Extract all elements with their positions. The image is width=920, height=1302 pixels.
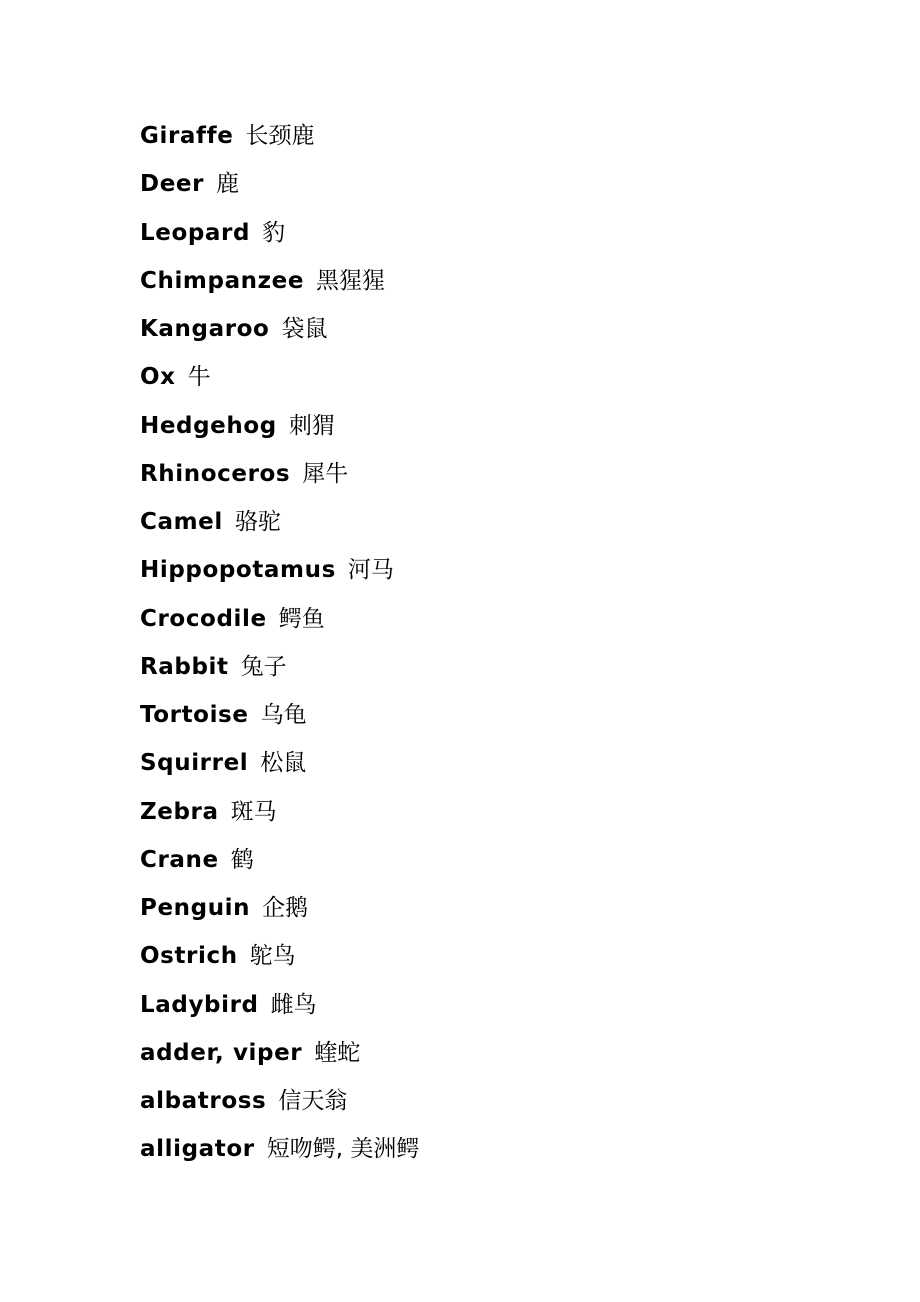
english-term: Ladybird <box>140 991 259 1018</box>
chinese-translation: 短吻鳄, 美洲鳄 <box>266 1136 420 1163</box>
list-item <box>140 402 419 450</box>
list-item <box>140 1029 419 1077</box>
english-term: albatross <box>140 1088 267 1114</box>
chinese-translation: 鹤 <box>230 846 254 873</box>
english-term: Leopard <box>140 219 251 246</box>
english-term: Penguin <box>140 895 251 921</box>
chinese-translation: 松鼠 <box>260 750 307 777</box>
english-term: Chimpanzee <box>140 267 305 294</box>
chinese-translation: 骆驼 <box>234 509 281 535</box>
english-term: Zebra <box>140 798 219 825</box>
chinese-translation: 信天翁 <box>278 1088 348 1114</box>
list-item <box>140 643 419 691</box>
chinese-translation: 河马 <box>347 557 394 584</box>
chinese-translation: 乌龟 <box>260 702 307 728</box>
chinese-translation: 鹿 <box>216 171 240 198</box>
chinese-translation: 黑猩猩 <box>316 267 386 294</box>
list-item <box>140 546 419 594</box>
english-term: Deer <box>140 171 205 198</box>
list-item <box>140 1077 419 1125</box>
vocabulary-list <box>140 112 419 1174</box>
english-term: Hippopotamus <box>140 557 336 584</box>
list-item <box>140 498 419 546</box>
list-item <box>140 788 419 836</box>
list-item <box>140 209 419 257</box>
english-term: Crocodile <box>140 605 267 632</box>
chinese-translation: 犀牛 <box>302 460 349 487</box>
chinese-translation: 兔子 <box>240 653 287 680</box>
list-item <box>140 160 419 208</box>
english-term: Hedgehog <box>140 412 277 439</box>
english-term: adder, viper <box>140 1039 303 1066</box>
chinese-translation: 企鹅 <box>262 895 309 921</box>
english-term: Rhinoceros <box>140 460 291 487</box>
chinese-translation: 豹 <box>262 219 286 246</box>
english-term: Crane <box>140 846 219 873</box>
english-term: Tortoise <box>140 702 249 728</box>
chinese-translation: 鳄鱼 <box>278 605 325 632</box>
list-item <box>140 981 419 1029</box>
chinese-translation: 刺猬 <box>288 412 335 439</box>
list-item <box>140 932 419 980</box>
english-term: Squirrel <box>140 750 249 777</box>
english-term: Kangaroo <box>140 316 270 342</box>
list-item <box>140 305 419 353</box>
chinese-translation: 雌鸟 <box>270 991 317 1018</box>
english-term: Rabbit <box>140 653 229 680</box>
list-item <box>140 739 419 787</box>
list-item <box>140 450 419 498</box>
list-item <box>140 1125 419 1173</box>
chinese-translation: 袋鼠 <box>281 316 328 342</box>
list-item <box>140 836 419 884</box>
list-item <box>140 884 419 932</box>
list-item <box>140 112 419 160</box>
english-term: Ox <box>140 364 176 391</box>
list-item <box>140 353 419 401</box>
chinese-translation: 鸵鸟 <box>249 943 296 970</box>
chinese-translation: 斑马 <box>230 798 277 825</box>
chinese-translation: 牛 <box>187 364 211 391</box>
english-term: alligator <box>140 1136 255 1163</box>
english-term: Camel <box>140 509 223 535</box>
english-term: Giraffe <box>140 123 234 149</box>
chinese-translation: 蝰蛇 <box>314 1039 361 1066</box>
list-item <box>140 595 419 643</box>
chinese-translation: 长颈鹿 <box>245 123 315 149</box>
list-item <box>140 257 419 305</box>
list-item <box>140 691 419 739</box>
english-term: Ostrich <box>140 943 238 970</box>
